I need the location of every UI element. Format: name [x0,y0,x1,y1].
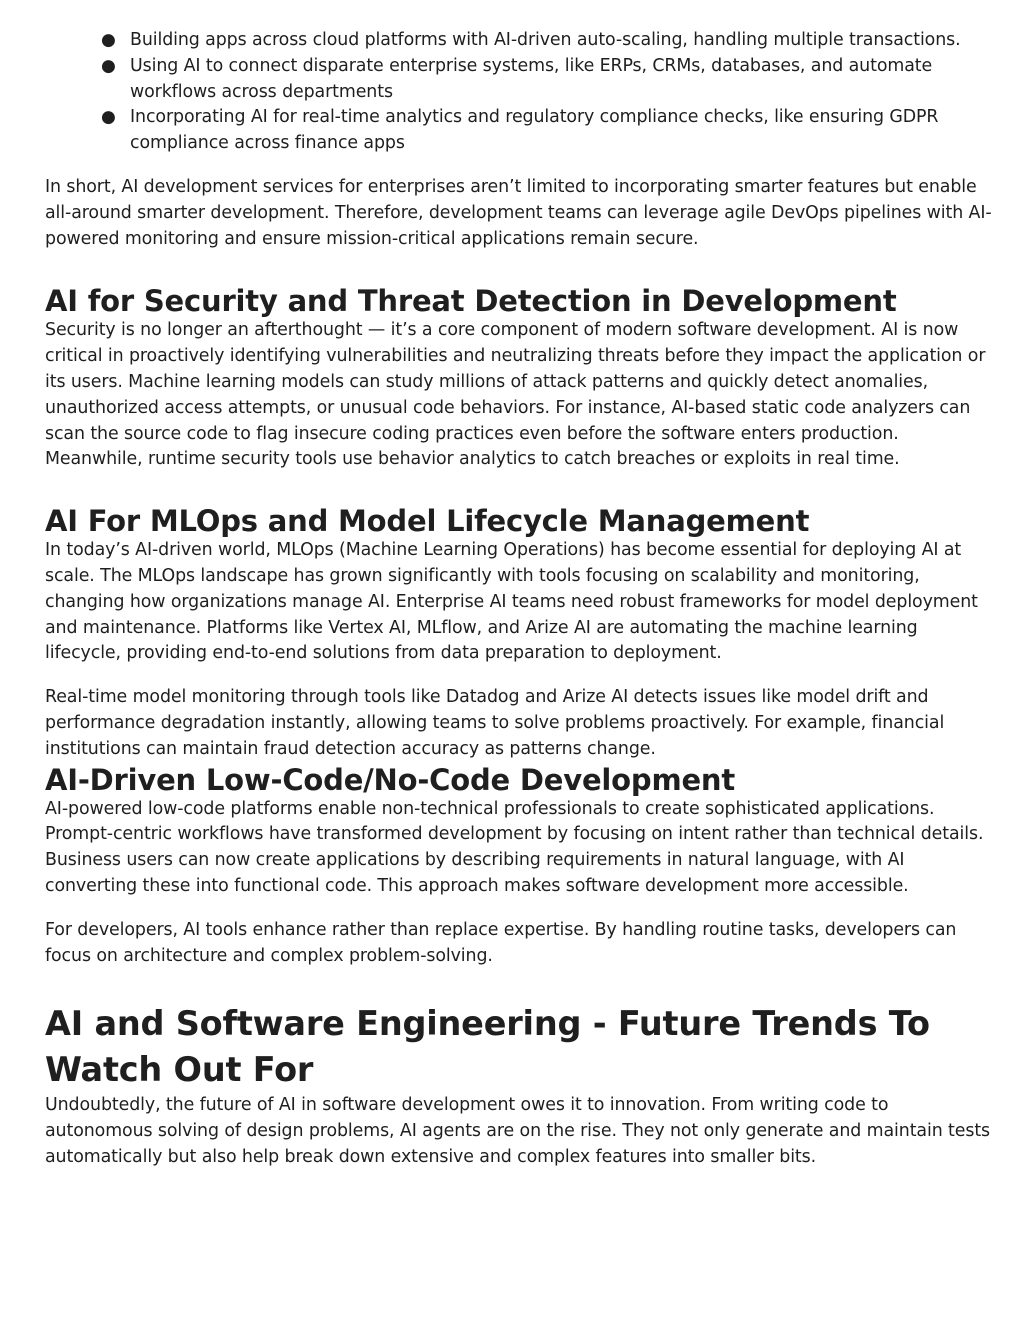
section-heading-security: AI for Security and Threat Detection in Development [45,284,897,319]
future-paragraph: Undoubtedly, the future of AI in software development owes it to innovation. From writing code to autonomous solving of design problems, AI agents are on the rise. They not only generate and maintain tests automatically but also help break down extensive and complex features into smaller bits. [45,1095,991,1167]
bullet-icon: ● [101,107,116,128]
section-heading-mlops: AI For MLOps and Model Lifecycle Management [45,504,810,539]
section-heading-low-code: AI-Driven Low-Code/No-Code Development [45,762,736,797]
bullet-icon: ● [101,30,116,50]
security-paragraph: Security is no longer an afterthought — it’s a core component of modern software development. AI is now critical in proactively identifying vulnerabilities and neutralizing threats before they impact the application or its users. Machine learning models can study millions of attack patterns and quickly detect anomalies, unauthorized access attempts, or unusual code behaviors. For instance, AI-based static code analyzers can scan the source code to flag insecure coding practices even before the software enters production. Meanwhile, runtime security tools use behavior analytics to catch breaches or exploits in real time. [45,320,986,470]
list-item [45,28,995,54]
mlops-paragraph-1: In today’s AI-driven world, MLOps (Machine Learning Operations) has become essential for deploying AI at scale. The MLOps landscape has grown significantly with tools focusing on scalability and monitoring, changing how organizations manage AI. Enterprise AI teams need robust frameworks for model deployment and maintenance. Platforms like Vertex AI, MLflow, and Arize AI are automating the machine learning lifecycle, providing end-to-end solutions from data preparation to deployment. [45,540,978,664]
bullet-text: Using AI to connect disparate enterprise systems, like ERPs, CRMs, databases, and automate workflows across departments [130,55,933,102]
document-page [45,28,995,1171]
low-code-paragraph-2: For developers, AI tools enhance rather than replace expertise. By handling routine tasks, developers can focus on architecture and complex problem-solving. [45,919,957,966]
future-trends-heading: AI and Software Engineering - Future Trends To Watch Out For [45,1004,930,1090]
list-item [45,54,995,106]
intro-paragraph: In short, AI development services for enterprises aren’t limited to incorporating smarter features but enable all-around smarter development. Therefore, development teams can leverage agile DevOps pipelines with AI-powered monitoring and ensure mission-critical applications remain secure. [45,176,992,249]
mlops-paragraph-2: Real-time model monitoring through tools like Datadog and Arize AI detects issues like model drift and performance degradation instantly, allowing teams to solve problems proactively. For example, financial institutions can maintain fraud detection accuracy as patterns change. [45,687,945,759]
bullet-icon: ● [101,55,116,76]
low-code-paragraph-1: AI-powered low-code platforms enable non-technical professionals to create sophisticated applications. Prompt-centric workflows have transformed development by focusing on intent rather than technical details. Business users can now create applications by describing requirements in natural language, with AI converting these into functional code. This approach makes software development more accessible. [45,798,984,896]
list-item [45,105,995,157]
bullet-text: Incorporating AI for real-time analytics and regulatory compliance checks, like ensuring GDPR compliance across finance apps [130,107,939,154]
bullet-list [45,28,995,157]
bullet-text: Building apps across cloud platforms with AI-driven auto-scaling, handling multiple transactions. [130,30,961,50]
